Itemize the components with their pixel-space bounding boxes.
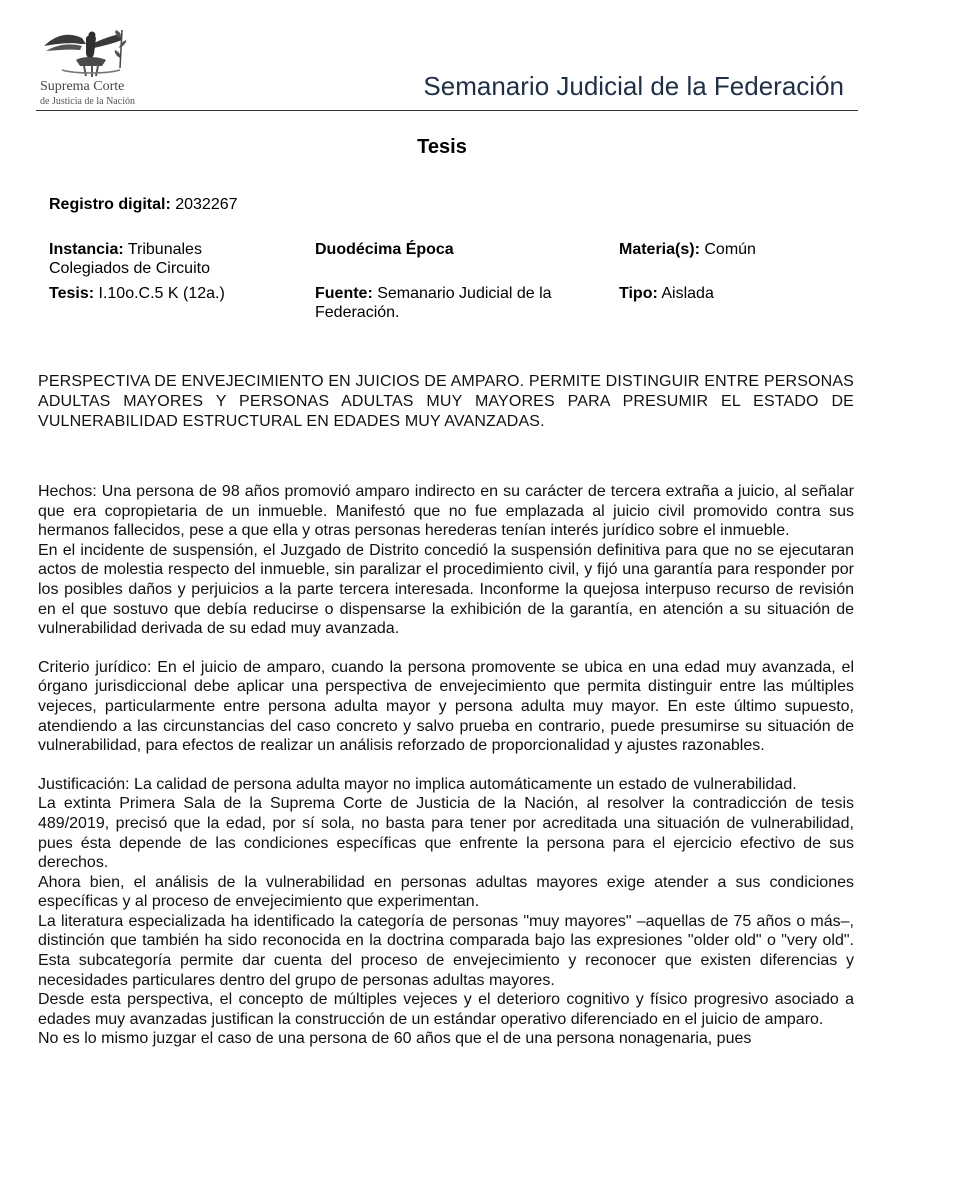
paragraph-primera-sala: La extinta Primera Sala de la Suprema Corte de Justicia de la Nación, al resolver la contradicción de tesis 489/2019, precisó que la edad, por sí sola, no basta para tener por acreditada una situación de vulnerabilidad, pues ésta depende de las condiciones específicas que enfrente la persona para el ejercicio efectivo de sus derechos. <box>38 795 854 872</box>
paragraph-ahora-bien: Ahora bien, el análisis de la vulnerabilidad en personas adultas mayores exige atender a sus condiciones específicas y al proceso de envejecimiento que experimentan. <box>38 873 854 911</box>
logo-line-1: Suprema Corte <box>40 79 125 94</box>
paragraph-literatura: La literatura especializada ha identificado la categoría de personas "muy mayores" –aquellas de 75 años o más–, distinción que también ha sido reconocida en la doctrina comparada bajo las expresiones "older old" o "very old". Esta subcategoría permite dar cuenta del proceso de envejecimiento y reconocer que existen diferencias y necesidades particulares dentro del grupo de personas adultas mayores. <box>38 912 854 989</box>
paragraph-incidente: En el incidente de suspensión, el Juzgado de Distrito concedió la suspensión definitiva para que no se ejecutaran actos de molestia respecto del inmueble, sin paralizar el procedimiento civil, y fijó una garantía para responder por los posibles daños y perjuicios a la parte tercera interesada. Inconforme la quejosa interpuso recurso de revisión en el que sostuvo que debía reducirse o dispensarse la exhibición de la garantía, en atención a su situación de vulnerabilidad derivada de su edad muy avanzada. <box>38 541 854 638</box>
eagle-emblem-icon <box>36 24 146 80</box>
materia <box>619 240 756 259</box>
logo-line-2: de Justicia de la Nación <box>40 96 135 107</box>
fuente-value: Semanario Judicial de la Federación. <box>315 285 552 321</box>
fuente <box>315 284 600 322</box>
fuente-label: Fuente: <box>315 285 373 302</box>
header-divider <box>36 110 858 111</box>
instancia-label: Instancia: <box>49 241 124 258</box>
tipo <box>619 284 714 303</box>
paragraph-hechos: Hechos: Una persona de 98 años promovió amparo indirecto en su carácter de tercera extraña a juicio, al señalar que era copropietaria de un inmueble. Manifestó que no fue emplazada al juicio civil promovido contra sus hermanos fallecidos, pese a que ella y otras personas herederas tenían interés jurídico sobre el inmueble. <box>38 483 854 540</box>
materia-value: Común <box>704 241 756 258</box>
tesis-label: Tesis: <box>49 285 95 302</box>
instancia-value: Tribunales Colegiados de Circuito <box>49 241 210 277</box>
tipo-label: Tipo: <box>619 285 658 302</box>
paragraph-justificacion: Justificación: La calidad de persona adulta mayor no implica automáticamente un estado de vulnerabilidad. <box>38 775 797 793</box>
materia-label: Materia(s): <box>619 241 700 258</box>
registro-value: 2032267 <box>175 196 238 213</box>
journal-title: Semanario Judicial de la Federación <box>423 71 844 101</box>
document-type: Tesis <box>417 136 467 158</box>
paragraph-perspectiva: Desde esta perspectiva, el concepto de múltiples vejeces y el deterioro cognitivo y físico progresivo asociado a edades muy avanzadas justifican la construcción de un estándar operativo diferenciado en el juicio de amparo. <box>38 991 854 1028</box>
scjn-logo <box>36 24 146 110</box>
paragraph-criterio: Criterio jurídico: En el juicio de amparo, cuando la persona promovente se ubica en una edad muy avanzada, el órgano jurisdiccional debe aplicar una perspectiva de envejecimiento que permita distinguir entre las múltiples vejeces, particularmente entre persona adulta mayor y persona adulta muy mayor. En este último supuesto, atendiendo a las circunstancias del caso concreto y salvo prueba en contrario, puede presumirse su situación de vulnerabilidad, para efectos de realizar un análisis reforzado de proporcionalidad y ajustes razonables. <box>38 658 854 755</box>
registro-digital <box>49 195 238 214</box>
thesis-body <box>38 482 854 1049</box>
tesis-number <box>49 284 225 303</box>
registro-label: Registro digital: <box>49 196 171 213</box>
paragraph-no-es-lo-mismo: No es lo mismo juzgar el caso de una persona de 60 años que el de una persona nonagenaria, pues <box>38 1030 752 1048</box>
instancia <box>49 240 279 278</box>
epoca <box>315 240 454 259</box>
thesis-title: PERSPECTIVA DE ENVEJECIMIENTO EN JUICIOS DE AMPARO. PERMITE DISTINGUIR ENTRE PERSONAS ADULTAS MAYORES Y PERSONAS ADULTAS MUY MAYORES PARA PRESUMIR EL ESTADO DE VULNERABILIDAD ESTRUCTURAL EN EDADES MUY AVANZADAS. <box>38 373 854 430</box>
tesis-value: I.10o.C.5 K (12a.) <box>98 285 225 302</box>
epoca-value: Duodécima Época <box>315 241 454 258</box>
tipo-value: Aislada <box>661 285 714 302</box>
